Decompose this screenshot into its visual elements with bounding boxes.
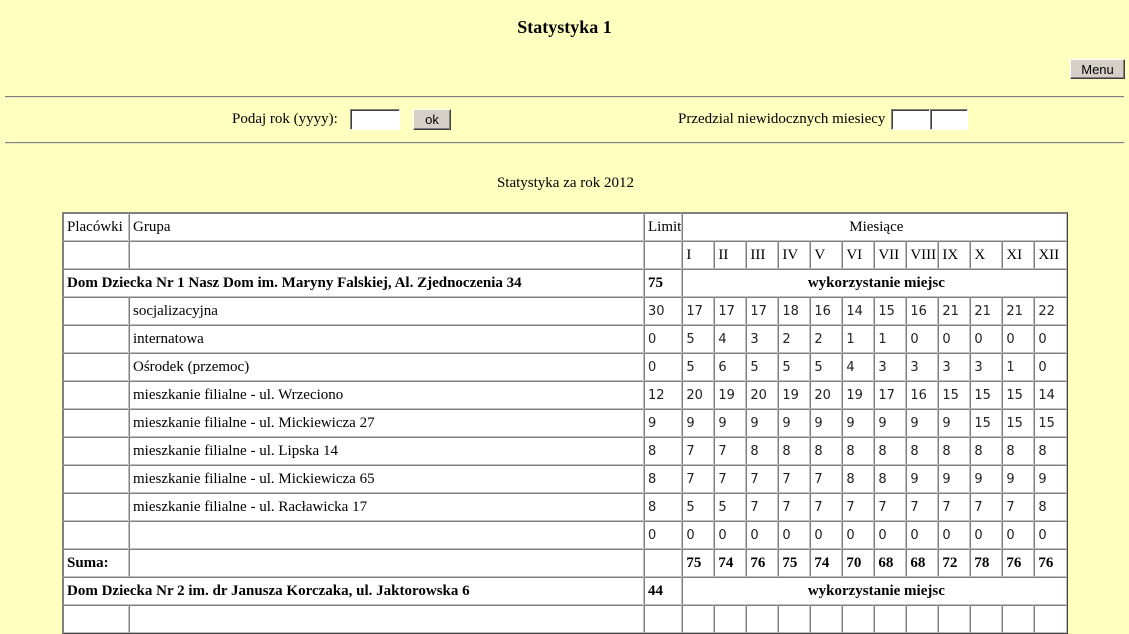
month-value: 17 (874, 381, 906, 409)
month-value: 7 (938, 493, 970, 521)
month-value: 20 (746, 381, 778, 409)
header-miesiace: Miesiące (682, 213, 1067, 241)
month-value: 3 (938, 353, 970, 381)
group-limit: 8 (644, 465, 682, 493)
month-value: 1 (1002, 353, 1034, 381)
page-title: Statystyka 1 (517, 17, 612, 37)
month-value: 0 (842, 521, 874, 549)
month-value: 8 (746, 437, 778, 465)
month-value: 8 (970, 437, 1002, 465)
sum-month-value: 68 (874, 549, 906, 577)
group-row (63, 353, 1067, 381)
group-row (63, 297, 1067, 325)
month-value: 15 (970, 409, 1002, 437)
month-value: 1 (842, 325, 874, 353)
header-grupa: Grupa (129, 213, 644, 241)
institution-limit: 75 (644, 269, 682, 297)
month-value: 7 (842, 493, 874, 521)
month-value: 0 (906, 521, 938, 549)
month-value: 8 (874, 465, 906, 493)
month-header: IX (938, 241, 970, 269)
months-header-row (63, 241, 1067, 269)
month-value: 8 (810, 437, 842, 465)
month-value: 7 (810, 465, 842, 493)
month-value: 18 (778, 297, 810, 325)
menu-button[interactable]: Menu (1070, 59, 1125, 79)
month-value: 7 (810, 493, 842, 521)
month-value: 8 (1034, 437, 1067, 465)
month-value: 7 (778, 493, 810, 521)
sum-month-value: 76 (746, 549, 778, 577)
month-value: 5 (682, 325, 714, 353)
group-name: mieszkanie filialne - ul. Mickiewicza 27 (129, 409, 644, 437)
institution-row (63, 577, 1067, 605)
month-value: 8 (938, 437, 970, 465)
month-header: II (714, 241, 746, 269)
group-limit: 8 (644, 493, 682, 521)
month-value: 8 (906, 437, 938, 465)
institution-name: Dom Dziecka Nr 1 Nasz Dom im. Maryny Falskiej, Al. Zjednoczenia 34 (63, 269, 644, 297)
institution-name: Dom Dziecka Nr 2 im. dr Janusza Korczaka, ul. Jaktorowska 6 (63, 577, 644, 605)
group-row (63, 325, 1067, 353)
group-name: socjalizacyjna (129, 297, 644, 325)
group-row (63, 409, 1067, 437)
month-value: 8 (842, 465, 874, 493)
month-value: 8 (874, 437, 906, 465)
month-value: 22 (1034, 297, 1067, 325)
month-value: 5 (778, 353, 810, 381)
month-value: 2 (810, 325, 842, 353)
header-row (63, 213, 1067, 241)
month-value: 9 (810, 409, 842, 437)
year-label: Podaj rok (yyyy): (232, 111, 338, 127)
sum-month-value: 76 (1034, 549, 1067, 577)
month-value: 0 (1034, 521, 1067, 549)
month-value: 19 (714, 381, 746, 409)
month-value: 3 (970, 353, 1002, 381)
sum-month-value: 68 (906, 549, 938, 577)
group-row (63, 381, 1067, 409)
month-value: 17 (714, 297, 746, 325)
month-value: 21 (938, 297, 970, 325)
month-value: 7 (970, 493, 1002, 521)
month-value: 0 (810, 521, 842, 549)
month-value: 0 (970, 325, 1002, 353)
month-value: 0 (970, 521, 1002, 549)
sum-month-value: 78 (970, 549, 1002, 577)
institution-row (63, 269, 1067, 297)
month-header: VII (874, 241, 906, 269)
month-header: X (970, 241, 1002, 269)
month-value: 17 (746, 297, 778, 325)
month-value: 3 (874, 353, 906, 381)
month-value: 0 (938, 521, 970, 549)
month-value: 0 (1002, 325, 1034, 353)
month-value: 15 (1002, 381, 1034, 409)
month-value: 9 (746, 409, 778, 437)
sum-month-value: 74 (810, 549, 842, 577)
month-value: 7 (682, 465, 714, 493)
group-name: Ośrodek (przemoc) (129, 353, 644, 381)
month-value: 9 (842, 409, 874, 437)
year-input[interactable] (350, 109, 400, 130)
sum-month-value: 72 (938, 549, 970, 577)
sum-month-value: 74 (714, 549, 746, 577)
group-name: mieszkanie filialne - ul. Lipska 14 (129, 437, 644, 465)
sum-label: Suma: (63, 549, 129, 577)
month-value: 9 (1034, 465, 1067, 493)
group-limit: 9 (644, 409, 682, 437)
month-value: 20 (682, 381, 714, 409)
month-value: 7 (778, 465, 810, 493)
group-limit: 0 (644, 521, 682, 549)
month-value: 7 (714, 437, 746, 465)
group-row (63, 521, 1067, 549)
group-name: internatowa (129, 325, 644, 353)
month-value: 6 (714, 353, 746, 381)
group-name: mieszkanie filialne - ul. Racławicka 17 (129, 493, 644, 521)
stats-table (62, 212, 1068, 634)
stats-subtitle: Statystyka za rok 2012 (496, 175, 635, 191)
month-header: VIII (906, 241, 938, 269)
month-header: XI (1002, 241, 1034, 269)
month-value: 0 (1002, 521, 1034, 549)
month-value: 9 (938, 409, 970, 437)
month-value: 17 (682, 297, 714, 325)
month-value: 0 (746, 521, 778, 549)
month-value: 19 (778, 381, 810, 409)
divider-bottom (5, 142, 1124, 144)
month-value: 9 (778, 409, 810, 437)
month-header: V (810, 241, 842, 269)
month-value: 7 (874, 493, 906, 521)
month-header: VI (842, 241, 874, 269)
month-value: 7 (746, 493, 778, 521)
month-value: 7 (682, 437, 714, 465)
month-value: 20 (810, 381, 842, 409)
group-name (129, 521, 644, 549)
group-name: mieszkanie filialne - ul. Wrzeciono (129, 381, 644, 409)
institution-limit: 44 (644, 577, 682, 605)
range-to-input[interactable] (930, 109, 968, 130)
month-value: 4 (714, 325, 746, 353)
month-value: 8 (1002, 437, 1034, 465)
month-value: 2 (778, 325, 810, 353)
month-value: 0 (682, 521, 714, 549)
month-value: 7 (714, 465, 746, 493)
month-value: 8 (1034, 493, 1067, 521)
group-row (63, 493, 1067, 521)
month-value: 15 (970, 381, 1002, 409)
month-value: 5 (746, 353, 778, 381)
sum-row (63, 549, 1067, 577)
month-value: 7 (1002, 493, 1034, 521)
sum-month-value: 75 (778, 549, 810, 577)
month-header: I (682, 241, 714, 269)
group-row (63, 605, 1067, 633)
sum-month-value: 70 (842, 549, 874, 577)
sum-month-value: 75 (682, 549, 714, 577)
month-value: 0 (714, 521, 746, 549)
month-value: 5 (714, 493, 746, 521)
month-value: 5 (682, 353, 714, 381)
month-value: 9 (874, 409, 906, 437)
month-value: 14 (842, 297, 874, 325)
month-value: 3 (746, 325, 778, 353)
month-value: 9 (714, 409, 746, 437)
hidden-months-range-label: Przedzial niewidocznych miesiecy (678, 111, 886, 127)
month-value: 9 (906, 465, 938, 493)
month-value: 0 (778, 521, 810, 549)
month-value: 14 (1034, 381, 1067, 409)
month-value: 3 (906, 353, 938, 381)
month-value: 16 (906, 297, 938, 325)
month-value: 21 (970, 297, 1002, 325)
group-row (63, 465, 1067, 493)
month-header: XII (1034, 241, 1067, 269)
sum-month-value: 76 (1002, 549, 1034, 577)
month-value: 8 (778, 437, 810, 465)
month-value: 15 (874, 297, 906, 325)
month-value: 1 (874, 325, 906, 353)
month-value: 19 (842, 381, 874, 409)
month-value: 0 (906, 325, 938, 353)
group-limit: 12 (644, 381, 682, 409)
month-value: 0 (1034, 325, 1067, 353)
month-value: 0 (1034, 353, 1067, 381)
month-value: 4 (842, 353, 874, 381)
month-value: 15 (938, 381, 970, 409)
month-value: 9 (938, 465, 970, 493)
month-value: 15 (1034, 409, 1067, 437)
month-value: 0 (874, 521, 906, 549)
month-value: 5 (810, 353, 842, 381)
month-value: 16 (810, 297, 842, 325)
header-placowki: Placówki (63, 213, 129, 241)
month-value: 21 (1002, 297, 1034, 325)
usage-label: wykorzystanie miejsc (682, 269, 1067, 297)
month-value: 9 (970, 465, 1002, 493)
group-limit: 8 (644, 437, 682, 465)
group-limit: 0 (644, 353, 682, 381)
ok-button[interactable]: ok (413, 109, 451, 130)
month-value: 0 (938, 325, 970, 353)
month-value: 7 (746, 465, 778, 493)
group-name: mieszkanie filialne - ul. Mickiewicza 65 (129, 465, 644, 493)
group-limit: 30 (644, 297, 682, 325)
group-limit: 0 (644, 325, 682, 353)
range-from-input[interactable] (891, 109, 930, 130)
divider-top (5, 96, 1124, 98)
month-value: 16 (906, 381, 938, 409)
month-header: III (746, 241, 778, 269)
group-row (63, 437, 1067, 465)
month-value: 7 (906, 493, 938, 521)
month-value: 5 (682, 493, 714, 521)
header-limit: Limit (644, 213, 682, 241)
month-value: 8 (842, 437, 874, 465)
month-value: 9 (682, 409, 714, 437)
usage-label: wykorzystanie miejsc (682, 577, 1067, 605)
month-value: 15 (1002, 409, 1034, 437)
month-value: 9 (906, 409, 938, 437)
month-value: 9 (1002, 465, 1034, 493)
month-header: IV (778, 241, 810, 269)
